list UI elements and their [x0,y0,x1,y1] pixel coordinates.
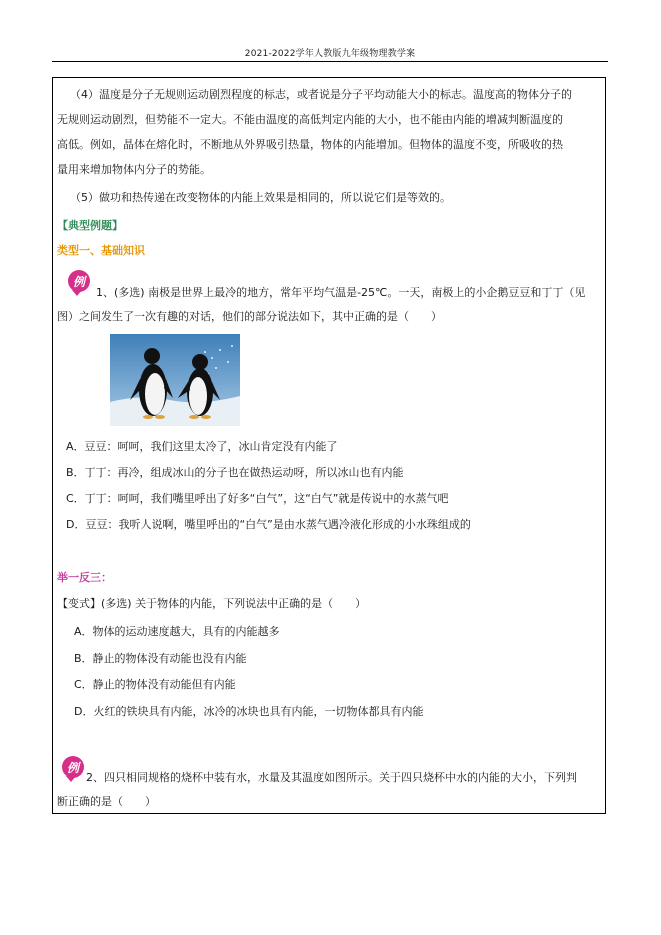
q1-option-c: C．丁丁：呵呵，我们嘴里呼出了好多“白气”，这“白气”就是传说中的水蒸气吧 [66,492,449,505]
q1-line1: 1、(多选) 南极是世界上最冷的地方，常年平均气温是-25℃。一天，南极上的小企鹅豆豆和丁丁（见 [96,286,586,299]
practice-title: 举一反三： [57,571,112,584]
intro-p4-line4: 量用来增加物体内分子的势能。 [57,163,211,176]
variant-option-d: D．火红的铁块具有内能，冰冷的冰块也具有内能，一切物体都具有内能 [74,705,424,718]
q2-line1: 2、四只相同规格的烧杯中装有水，水量及其温度如图所示。关于四只烧杯中水的内能的大小，下列判 [86,771,577,784]
example-badge-icon-2: 例 [62,756,84,778]
variant-option-a: A．物体的运动速度越大，具有的内能越多 [74,625,280,638]
penguins-image [110,334,240,426]
variant-stem: 【变式】(多选) 关于物体的内能，下列说法中正确的是（ ） [57,597,367,610]
type1-heading: 类型一、基础知识 [57,244,145,257]
q1-option-d: D．豆豆：我听人说啊，嘴里呼出的“白气”是由水蒸气遇冷液化形成的小水珠组成的 [66,518,471,531]
page-header: 2021-2022学年人教版九年级物理教学案 [244,49,416,59]
variant-option-b: B．静止的物体没有动能也没有内能 [74,652,247,665]
section-typical-examples: 【典型例题】 [57,219,123,232]
intro-p4-line1: （4）温度是分子无规则运动剧烈程度的标志，或者说是分子平均动能大小的标志。温度高的物体分子的 [70,88,572,101]
q2-line2: 断正确的是（ ） [57,795,156,808]
header-rule [52,61,608,62]
example-badge-icon: 例 [68,270,90,292]
variant-option-c: C．静止的物体没有动能但有内能 [74,678,236,691]
q1-option-b: B．丁丁：再冷，组成冰山的分子也在做热运动呀，所以冰山也有内能 [66,466,404,479]
intro-p4-line3: 高低。例如，晶体在熔化时，不断地从外界吸引热量，物体的内能增加。但物体的温度不变，所吸收的热 [57,138,563,151]
intro-p4-line2: 无规则运动剧烈，但势能不一定大。不能由温度的高低判定内能的大小，也不能由内能的增减判断温度的 [57,113,563,126]
q1-line2: 图）之间发生了一次有趣的对话，他们的部分说法如下，其中正确的是（ ） [57,310,442,323]
intro-p5: （5）做功和热传递在改变物体的内能上效果是相同的，所以说它们是等效的。 [70,191,451,204]
q1-option-a: A．豆豆：呵呵，我们这里太冷了，冰山肯定没有内能了 [66,440,338,453]
